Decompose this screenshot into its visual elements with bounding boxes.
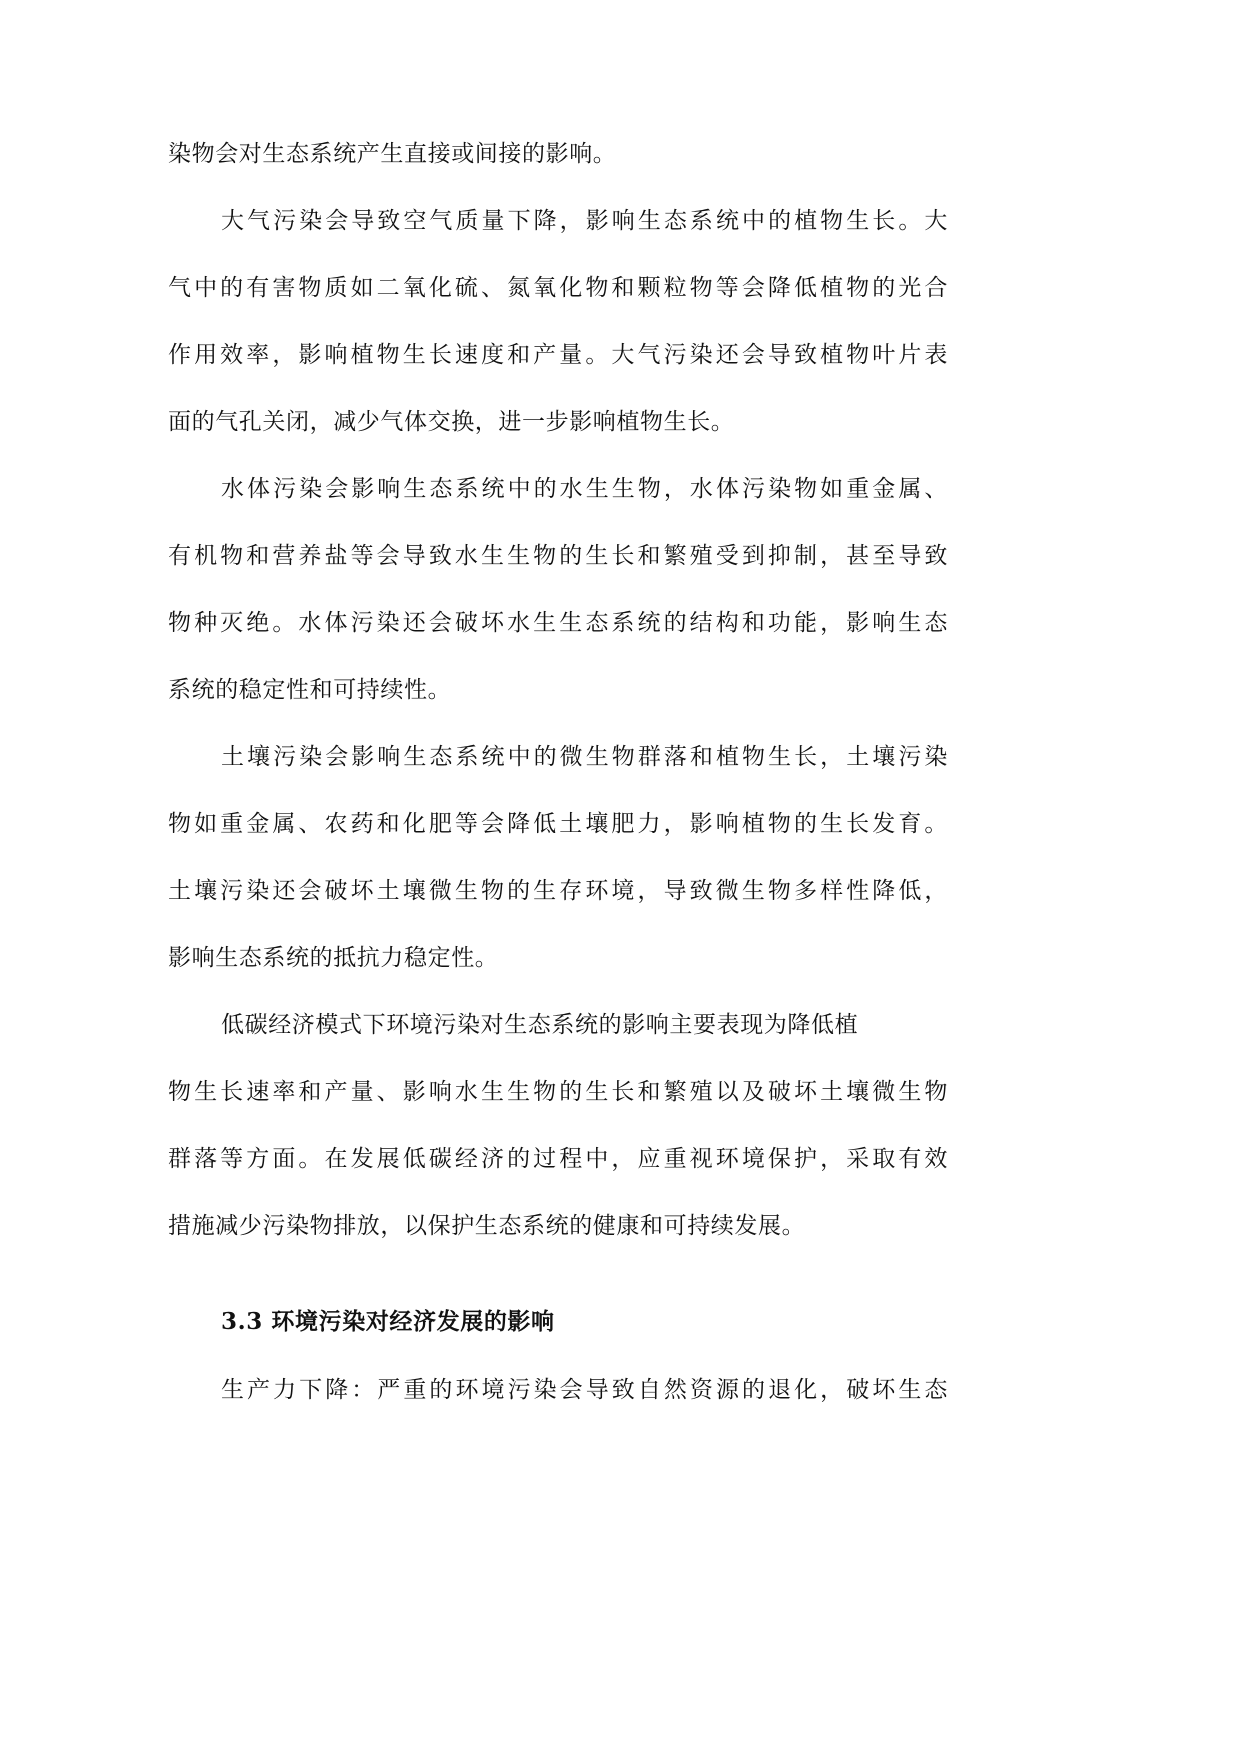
paragraph-soil-pollution-line-1: 土壤污染会影响生态系统中的微生物群落和植物生长，土壤污染 [221,744,948,770]
paragraph-air-pollution-line-1: 大气污染会导致空气质量下降，影响生态系统中的植物生长。大 [221,208,948,234]
paragraph-productivity-line-1: 生产力下降：严重的环境污染会导致自然资源的退化，破坏生态 [221,1377,948,1403]
paragraph-summary-line-1: 低碳经济模式下环境污染对生态系统的影响主要表现为降低植 [221,1012,859,1038]
paragraph-air-pollution-line-3: 作用效率，影响植物生长速度和产量。大气污染还会导致植物叶片表 [168,342,948,368]
paragraph-summary-line-4: 措施减少污染物排放，以保护生态系统的健康和可持续发展。 [168,1213,806,1239]
section-heading: 3.3 环境污染对经济发展的影响 [221,1308,555,1335]
paragraph-continuation-line: 染物会对生态系统产生直接或间接的影响。 [168,141,617,167]
paragraph-summary-line-2: 物生长速率和产量、影响水生生物的生长和繁殖以及破坏土壤微生物 [168,1079,948,1105]
paragraph-soil-pollution-line-4: 影响生态系统的抵抗力稳定性。 [168,945,499,971]
paragraph-air-pollution-line-4: 面的气孔关闭，减少气体交换，进一步影响植物生长。 [168,409,735,435]
paragraph-soil-pollution-line-3: 土壤污染还会破坏土壤微生物的生存环境，导致微生物多样性降低， [168,878,948,904]
paragraph-water-pollution-line-3: 物种灭绝。水体污染还会破坏水生生态系统的结构和功能，影响生态 [168,610,948,636]
paragraph-water-pollution-line-2: 有机物和营养盐等会导致水生生物的生长和繁殖受到抑制，甚至导致 [168,543,948,569]
paragraph-summary-line-3: 群落等方面。在发展低碳经济的过程中，应重视环境保护，采取有效 [168,1146,948,1172]
paragraph-soil-pollution-line-2: 物如重金属、农药和化肥等会降低土壤肥力，影响植物的生长发育。 [168,811,948,837]
paragraph-air-pollution-line-2: 气中的有害物质如二氧化硫、氮氧化物和颗粒物等会降低植物的光合 [168,275,948,301]
paragraph-water-pollution-line-1: 水体污染会影响生态系统中的水生生物，水体污染物如重金属、 [221,476,948,502]
paragraph-water-pollution-line-4: 系统的稳定性和可持续性。 [168,677,452,703]
